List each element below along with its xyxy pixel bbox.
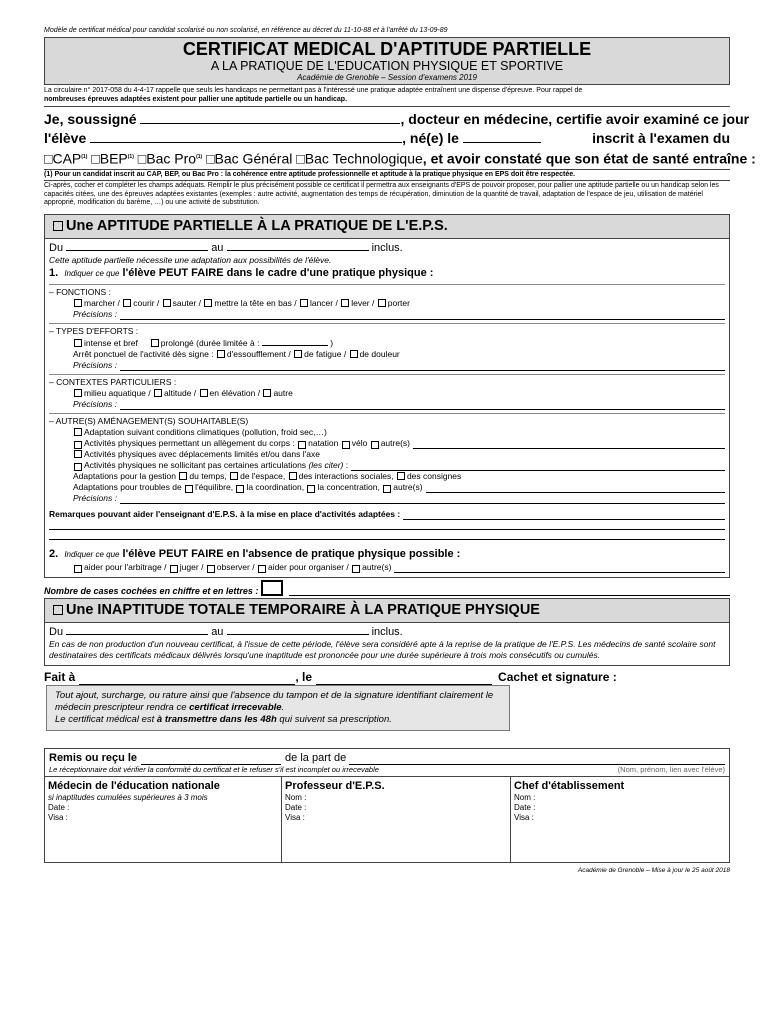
remis-part-field[interactable] bbox=[349, 756, 725, 765]
adapt-troubles: Adaptations pour troubles de l'équilibre, la coordination, la concentration, autre(s) bbox=[49, 482, 725, 493]
count-box[interactable] bbox=[261, 580, 283, 596]
checkbox-altitude[interactable] bbox=[154, 389, 162, 397]
col-chef: Chef d'établissement Nom : Date : Visa : bbox=[510, 777, 729, 862]
checkbox-velo[interactable] bbox=[342, 441, 350, 449]
arret-options: Arrêt ponctuel de l'activité dès signe : d'essoufflement / de fatigue / de douleur bbox=[73, 348, 400, 359]
period-line: Du au inclus. bbox=[49, 241, 403, 254]
bep-checkbox[interactable]: BEP bbox=[99, 150, 128, 167]
checkbox-allegement[interactable] bbox=[74, 441, 82, 449]
fait-line: Fait à , le Cachet et signature : bbox=[44, 669, 617, 684]
bactech-checkbox[interactable]: Bac Technologique bbox=[304, 150, 423, 167]
remarques-line-2[interactable] bbox=[49, 520, 725, 530]
checkbox-coordination[interactable] bbox=[236, 485, 244, 493]
checkbox-observer[interactable] bbox=[207, 565, 215, 573]
totale-checkbox[interactable] bbox=[53, 605, 63, 615]
checkbox-autre-contexte[interactable] bbox=[263, 389, 271, 397]
checkbox-autre-trouble[interactable] bbox=[383, 485, 391, 493]
checkbox-articulations[interactable] bbox=[74, 463, 82, 471]
totale-text: En cas de non production d'un nouveau certificat, à l'issue de cette période, l'élève sera considéré apte à la reprise de la pratique de l'E.P.S. Les médecins de santé scolaire sont destinataires des certificats médicaux délivrés lorsqu'une inaptitude est prononcée pour une durée supérieure à trois mois consécutifs ou cumulés. bbox=[49, 638, 716, 660]
count-line: Nombre de cases cochées en chiffre et en lettres : bbox=[44, 580, 730, 596]
checkbox-aquatique[interactable] bbox=[74, 389, 82, 397]
contextes-title: – CONTEXTES PARTICULIERS : bbox=[49, 376, 177, 387]
precisions-efforts[interactable]: Précisions : bbox=[49, 360, 725, 371]
col-medecin: Médecin de l'éducation nationale si inaptitudes cumulées supérieures à 3 mois Date : Visa : bbox=[48, 779, 220, 822]
question-2: 2. Indiquer ce que l'élève PEUT FAIRE en l'absence de pratique physique possible : bbox=[49, 547, 461, 560]
nom-hint: (Nom, prénom, lien avec l'élève) bbox=[617, 764, 725, 774]
duree-field[interactable] bbox=[262, 337, 328, 346]
amenagements-title: – AUTRE(S) AMÉNAGEMENT(S) SOUHAITABLE(S) bbox=[49, 415, 249, 426]
note-1: (1) Pour un candidat inscrit au CAP, BEP, ou Bac Pro : la cohérence entre aptitude professionnelle et aptitude à la pratique physique en EPS doit être respectée. bbox=[44, 169, 730, 182]
checkbox-interactions[interactable] bbox=[289, 472, 297, 480]
partielle-checkbox[interactable] bbox=[53, 221, 63, 231]
checkbox-juger[interactable] bbox=[170, 565, 178, 573]
birthdate-field[interactable] bbox=[463, 134, 541, 143]
checkbox-natation[interactable] bbox=[298, 441, 306, 449]
bacgen-checkbox[interactable]: Bac Général bbox=[214, 150, 293, 167]
checkbox-fatigue[interactable] bbox=[294, 350, 302, 358]
totale-period-line: Du au inclus. bbox=[49, 625, 403, 638]
checkbox-lancer[interactable] bbox=[300, 299, 308, 307]
intro-line-3: □CAP$^{(1)}$ □BEP$^{(1)}$ □Bac Pro$^{(1)}$ □Bac Général □Bac Technologique, et avoir constaté que son état de santé entraîne : bbox=[44, 150, 756, 167]
contextes-options: milieu aquatique / altitude / en élévation / autre bbox=[49, 388, 725, 399]
checkbox-concentration[interactable] bbox=[307, 485, 315, 493]
q2-options: aider pour l'arbitrage / juger / observer / aider pour organiser / autre(s) bbox=[49, 562, 725, 573]
remis-date-field[interactable] bbox=[141, 756, 281, 765]
remarques-line-3[interactable] bbox=[49, 530, 725, 540]
cap-checkbox[interactable]: CAP bbox=[52, 150, 82, 167]
bacpro-checkbox[interactable]: Bac Pro bbox=[146, 150, 197, 167]
date-to-field[interactable] bbox=[227, 242, 369, 251]
checkbox-sauter[interactable] bbox=[163, 299, 171, 307]
fonctions-options: marcher / courir / sauter / mettre la tête en bas / lancer / lever / porter bbox=[49, 298, 725, 309]
session-line: Académie de Grenoble – Session d'examens 2019 bbox=[297, 73, 477, 82]
section-heading-totale: Une INAPTITUDE TOTALE TEMPORAIRE À LA PRATIQUE PHYSIQUE bbox=[45, 599, 729, 623]
circulaire-note: La circulaire n° 2017-058 du 4-4-17 rappelle que seuls les handicaps ne permettant pas à l'intéressé une pratique adaptée entraînent une dispense d'épreuve. Pour rappel de nombreuses épreuves adaptées existent pour pallier une aptitude partielle ou un handicap. bbox=[44, 85, 730, 107]
adapt-articulations: Activités physiques ne sollicitant pas certaines articulations (les citer) : bbox=[49, 460, 725, 471]
question-1: 1. Indiquer ce que l'élève PEUT FAIRE dans le cadre d'une pratique physique : bbox=[49, 266, 434, 279]
checkbox-consignes[interactable] bbox=[397, 472, 405, 480]
footer: Académie de Grenoble – Mise à jour le 25 août 2018 bbox=[577, 866, 730, 874]
fait-a-field[interactable] bbox=[79, 676, 295, 685]
checkbox-espace[interactable] bbox=[230, 472, 238, 480]
col-professeur: Professeur d'E.P.S. Nom : Date : Visa : bbox=[281, 777, 510, 862]
adapt-climat: Adaptation suivant conditions climatiques (pollution, froid sec,…) bbox=[49, 427, 725, 438]
doctor-name-field[interactable] bbox=[140, 115, 400, 124]
checkbox-porter[interactable] bbox=[378, 299, 386, 307]
checkbox-douleur[interactable] bbox=[350, 350, 358, 358]
checkbox-intense[interactable] bbox=[74, 339, 82, 347]
checkbox-marcher[interactable] bbox=[74, 299, 82, 307]
checkbox-autre-allegement[interactable] bbox=[371, 441, 379, 449]
adapt-allegement: Activités physiques permettant un allègement du corps : natation vélo autre(s) bbox=[49, 438, 725, 449]
remis-line: Remis ou reçu le de la part de bbox=[49, 751, 725, 765]
totale-date-from[interactable] bbox=[66, 626, 208, 635]
warning-box: Tout ajout, surcharge, ou rature ainsi que l'absence du tampon et de la signature identifiant clairement le médecin prescripteur rendra ce certificat irrecevable. Le certificat médical est à transmettre dans les 48h qui suivent sa prescription. bbox=[46, 685, 510, 731]
adapt-deplacements: Activités physiques avec déplacements limités et/ou dans l'axe bbox=[49, 449, 725, 460]
date-from-field[interactable] bbox=[66, 242, 208, 251]
student-name-field[interactable] bbox=[90, 134, 402, 143]
checkbox-equilibre[interactable] bbox=[185, 485, 193, 493]
checkbox-prolonge[interactable] bbox=[151, 339, 159, 347]
section-heading-partielle: Une APTITUDE PARTIELLE À LA PRATIQUE DE L'E.P.S. bbox=[45, 215, 729, 239]
checkbox-essoufflement[interactable] bbox=[217, 350, 225, 358]
adapt-gestion: Adaptations pour la gestion du temps, de l'espace, des interactions sociales, des consignes bbox=[73, 470, 462, 481]
checkbox-deplacements[interactable] bbox=[74, 450, 82, 458]
intro-line-1: Je, soussigné , docteur en médecine, certifie avoir examiné ce jour bbox=[44, 111, 750, 127]
top-note: Modèle de certificat médical pour candidat scolarisé ou non scolarisé, en référence au décret du 11-10-88 et à l'arrêté du 13-09-89 bbox=[44, 27, 448, 34]
checkbox-arbitrage[interactable] bbox=[74, 565, 82, 573]
checkbox-climat[interactable] bbox=[74, 428, 82, 436]
remarques-line[interactable]: Remarques pouvant aider l'enseignant d'E.P.S. à la mise en place d'activités adaptées : bbox=[49, 509, 725, 520]
precisions-fonctions[interactable]: Précisions : bbox=[49, 309, 725, 320]
checkbox-elevation[interactable] bbox=[200, 389, 208, 397]
header bbox=[44, 37, 730, 85]
totale-date-to[interactable] bbox=[227, 626, 369, 635]
fonctions-title: – FONCTIONS : bbox=[49, 286, 111, 297]
reception-table bbox=[44, 748, 730, 863]
fait-le-field[interactable] bbox=[316, 676, 492, 685]
receptionnaire-note: Le réceptionnaire doit vérifier la conformité du certificat et le refuser s'il est incomplet ou irrecevable bbox=[49, 764, 379, 774]
checkbox-lever[interactable] bbox=[341, 299, 349, 307]
certificate-page bbox=[44, 26, 756, 874]
section-aptitude-partielle bbox=[44, 214, 730, 578]
note-2: Ci-après, cocher et compléter les champs adéquats. Remplir le plus précisément possible ce certificat il permettra aux enseignants d'EPS de pouvoir proposer, pour pallier une aptitude partielle ou un handicap selon les capacités citées, une des épreuves adaptées existantes (exemples : autre activité, augmentation des temps de récupération, diminution de la quantité de travail, adaptation de l'espace de jeu, utilisation de matériel approprié, modification du barème, …) ou une activité de substitution. bbox=[44, 182, 719, 207]
checkbox-courir[interactable] bbox=[123, 299, 131, 307]
precisions-contextes[interactable]: Précisions : bbox=[49, 399, 725, 410]
checkbox-tete-en-bas[interactable] bbox=[204, 299, 212, 307]
page-subtitle: A LA PRATIQUE DE L'EDUCATION PHYSIQUE ET SPORTIVE bbox=[210, 59, 564, 73]
count-letters-field[interactable] bbox=[289, 587, 730, 596]
adaptation-note: Cette aptitude partielle nécessite une adaptation aux possibilités de l'élève. bbox=[49, 254, 332, 265]
checkbox-temps[interactable] bbox=[179, 472, 187, 480]
checkbox-autre-q2[interactable] bbox=[352, 565, 360, 573]
intro-line-2: l'élève , né(e) le inscrit à l'examen du bbox=[44, 130, 730, 146]
section-inaptitude-totale bbox=[44, 598, 730, 666]
checkbox-organiser[interactable] bbox=[258, 565, 266, 573]
efforts-title: – TYPES D'EFFORTS : bbox=[49, 325, 139, 336]
page-title: CERTIFICAT MEDICAL D'APTITUDE PARTIELLE bbox=[182, 39, 592, 59]
precisions-amenagements[interactable]: Précisions : bbox=[49, 493, 725, 504]
efforts-options: intense et bref prolongé (durée limitée à : ) bbox=[49, 337, 725, 349]
